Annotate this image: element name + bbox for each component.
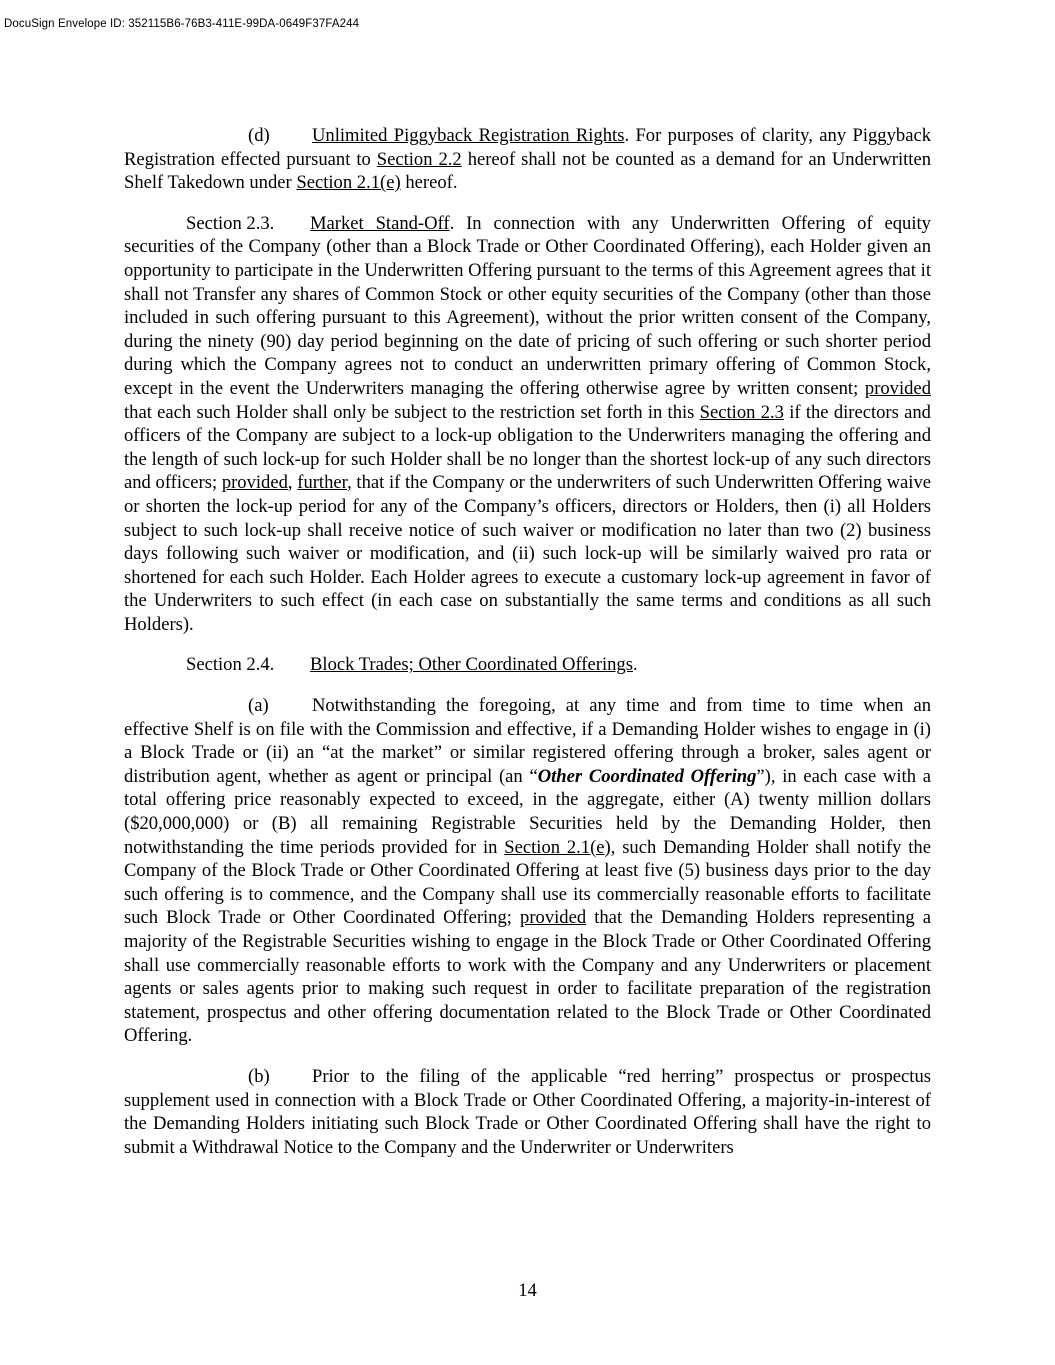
paragraph-d-label: (d) xyxy=(248,125,270,146)
section-2-3-text-2: that each such Holder shall only be subject to the restriction set forth in this xyxy=(124,401,700,423)
section-2-3-reference: Section 2.3 xyxy=(699,401,784,423)
section-2-4-period: . xyxy=(632,654,638,676)
page-number: 14 xyxy=(518,1280,537,1301)
document-body xyxy=(124,124,931,1176)
paragraph-a-label: (a) xyxy=(248,695,269,717)
paragraph-d xyxy=(124,124,931,195)
paragraph-d-text-2: hereof shall not be counted as a demand for an Underwritten Shelf Takedown under xyxy=(124,148,931,194)
section-2-3-text-1: . In connection with any Underwritten Offering of equity securities of the Company (other than a Block Trade or Other Coordinated Offering), each Holder given an opportunity to participate in the Underwritten Offering pursuant to the terms of this Agreement agrees that it shall not Transfer any shares of Common Stock or other equity securities of the Company (other than those included in such offering pursuant to this Agreement), without the prior written consent of the Company, during the ninety (90) day period beginning on the date of pricing of such offering or such shorter period during which the Company agrees not to conduct an underwritten primary offering of Common Stock, except in the event the Underwriters managing the offering otherwise agree by written consent; xyxy=(124,212,931,399)
provided-term: provided xyxy=(864,377,931,399)
paragraph-a-text-4: that the Demanding Holders representing a majority of the Registrable Securities wishing to engage in the Block Trade or Other Coordinated Offering shall use commercially reasonable efforts to work with the Company and any Underwriters or placement agents or sales agents prior to making such request in order to facilitate preparation of the registration statement, prospectus and other offering documentation related to the Block Trade or Other Coordinated Offering. xyxy=(124,907,931,1047)
section-2-3-comma: , xyxy=(287,472,298,494)
provided-term: provided xyxy=(520,907,587,929)
section-2-4 xyxy=(124,653,931,677)
paragraph-d-text-1: . For purposes of clarity, any Piggyback Registration effected pursuant to xyxy=(124,125,931,170)
paragraph-b xyxy=(124,1065,931,1159)
section-2-4-label: Section 2.4. xyxy=(186,654,275,676)
paragraph-b-label: (b) xyxy=(248,1065,270,1087)
paragraph-a xyxy=(124,694,931,1048)
paragraph-d-heading: Unlimited Piggyback Registration Rights xyxy=(312,125,625,146)
section-2-3-text-4: , that if the Company or the underwriters of such Underwritten Offering waive or shorten the lock-up period for any of the Company’s officers, directors or Holders, then (i) all Holders subject to such lock-up shall receive notice of such waiver or modification no later than two (2) business days following such waiver or modification, and (ii) such lock-up will be similarly waived pro rata or shortened for each such Holder. Each Holder agrees to execute a customary lock-up agreement in favor of the Underwriters to such effect (in each case on substantially the same terms and conditions as all such Holders). xyxy=(124,472,931,635)
defined-term-other-coordinated-offering: Other Coordinated Offering xyxy=(537,765,757,787)
section-2-2-reference: Section 2.2 xyxy=(376,148,462,170)
section-2-1e-reference: Section 2.1(e) xyxy=(296,172,401,194)
paragraph-a-text-1: Notwithstanding the foregoing, at any time and from time to time when an effective Shelf is on file with the Commission and effective, if a Demanding Holder wishes to engage in (i) a Block Trade or (ii) an “at the market” or similar registered offering through a broker, sales agent or distribution agent, whether as agent or principal (an “ xyxy=(124,695,931,787)
provided-term: provided xyxy=(221,472,288,494)
paragraph-a-text-2: ”), in each case with a total offering price reasonably expected to exceed, in the aggregate, either (A) twenty million dollars ($20,000,000) or (B) all remaining Registrable Securities held by the Demanding Holder, then notwithstanding the time periods provided for in xyxy=(124,765,931,858)
docusign-envelope-id: DocuSign Envelope ID: 352115B6-76B3-411E-99DA-0649F37FA244 xyxy=(4,18,360,30)
section-2-1e-reference: Section 2.1(e) xyxy=(504,836,611,858)
section-2-3 xyxy=(124,212,931,637)
section-2-3-label: Section 2.3. xyxy=(186,212,275,234)
section-2-3-heading: Market Stand-Off xyxy=(310,212,450,234)
further-term: further xyxy=(297,472,348,494)
paragraph-d-text-3: hereof. xyxy=(400,172,458,194)
section-2-3-text-3: if the directors and officers of the Company are subject to a lock-up obligation to the Underwriters managing the offering and the length of such lock-up for such Holder shall be no longer than the shortest lock-up of any such directors and officers; xyxy=(124,401,931,494)
paragraph-b-text-1: Prior to the filing of the applicable “red herring” prospectus or prospectus supplement used in connection with a Block Trade or Other Coordinated Offering, a majority-in-interest of the Demanding Holders initiating such Block Trade or Other Coordinated Offering shall have the right to submit a Withdrawal Notice to the Company and the Underwriter or Underwriters xyxy=(124,1065,931,1158)
paragraph-a-text-3: , such Demanding Holder shall notify the Company of the Block Trade or Other Coordinated Offering at least five (5) business days prior to the day such offering is to commence, and the Company shall use its commercially reasonable efforts to facilitate such Block Trade or Other Coordinated Offering; xyxy=(124,836,931,929)
section-2-4-heading: Block Trades; Other Coordinated Offerings xyxy=(310,654,633,676)
